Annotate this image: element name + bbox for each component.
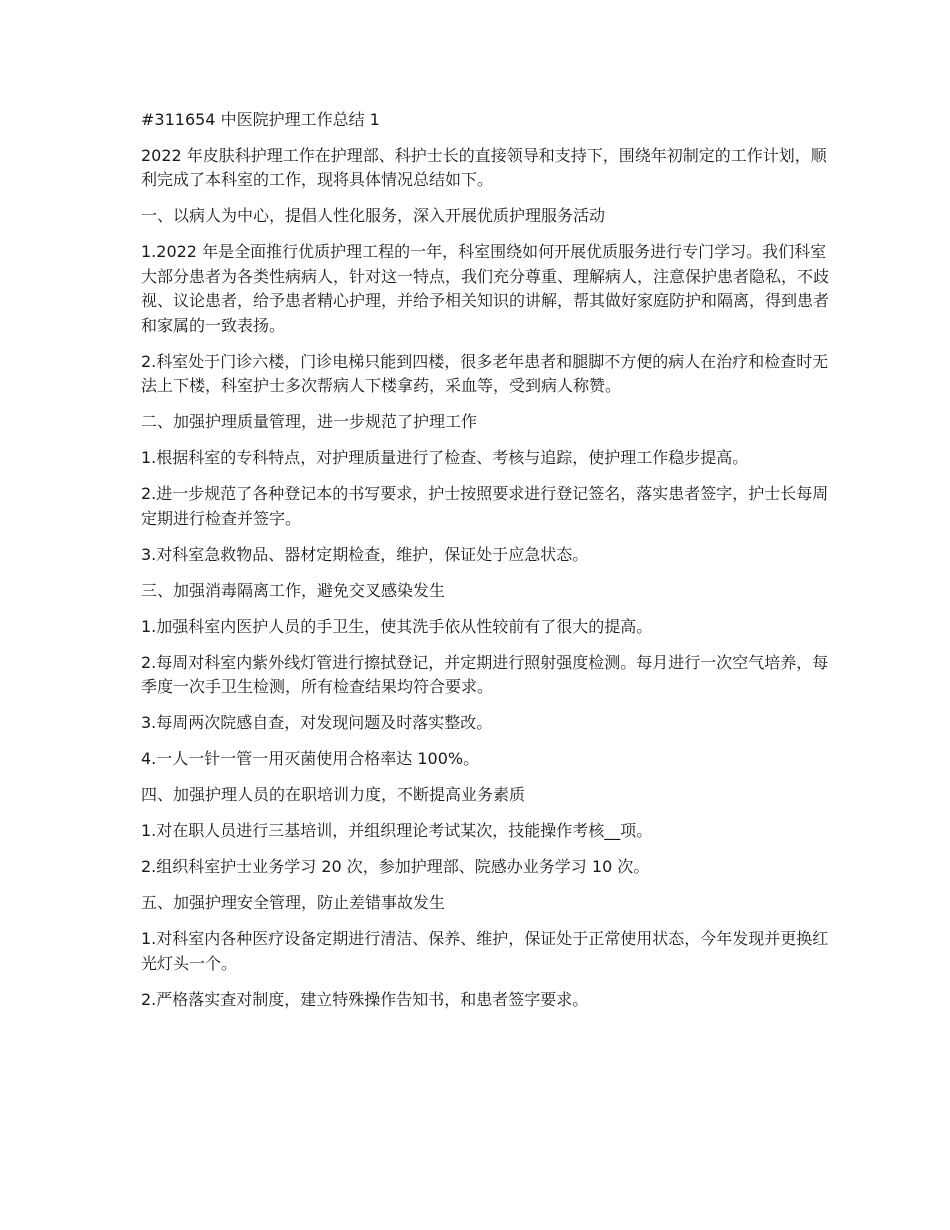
document-body [141,108,831,1024]
document-title: #311654 中医院护理工作总结 1 [141,110,380,129]
paragraph: 1.对在职人员进行三基培训，并组织理论考试某次，技能操作考核__项。 [141,821,653,840]
section-heading-5: 五、加强护理安全管理，防止差错事故发生 [141,893,446,912]
intro-paragraph: 2022 年皮肤科护理工作在护理部、科护士长的直接领导和支持下，围绕年初制定的工作计划，顺利完成了本科室的工作，现将具体情况总结如下。 [141,145,827,189]
section-heading-2: 二、加强护理质量管理，进一步规范了护理工作 [141,412,478,431]
paragraph: 2.每周对科室内紫外线灯管进行擦拭登记，并定期进行照射强度检测。每月进行一次空气培养，每季度一次手卫生检测，所有检查结果均符合要求。 [141,652,829,696]
paragraph: 2.科室处于门诊六楼，门诊电梯只能到四楼，很多老年患者和腿脚不方便的病人在治疗和检查时无法上下楼，科室护士多次帮病人下楼拿药，采血等，受到病人称赞。 [141,351,829,395]
paragraph: 1.2022 年是全面推行优质护理工程的一年，科室围绕如何开展优质服务进行专门学习。我们科室大部分患者为各类性病病人，针对这一特点，我们充分尊重、理解病人，注意保护患者隐私，不歧视、议论患者，给予患者精心护理，并给予相关知识的讲解，帮其做好家庭防护和隔离，得到患者和家属的一致表扬。 [141,242,830,335]
section-heading-3: 三、加强消毒隔离工作，避免交叉感染发生 [141,580,446,600]
paragraph: 2.组织科室护士业务学习 20 次，参加护理部、院感办业务学习 10 次。 [141,857,650,876]
paragraph: 2.进一步规范了各种登记本的书写要求，护士按照要求进行登记签名，落实患者签字，护士长每周定期进行检查并签字。 [141,484,829,528]
paragraph: 1.对科室内各种医疗设备定期进行清洁、保养、维护，保证处于正常使用状态，今年发现并更换红光灯头一个。 [141,929,829,973]
paragraph: 3.每周两次院感自查，对发现问题及时落实整改。 [141,713,493,732]
paragraph: 3.对科室急救物品、器材定期检查，维护，保证处于应急状态。 [141,544,589,564]
section-heading-4: 四、加强护理人员的在职培训力度，不断提高业务素质 [141,785,526,804]
paragraph: 1.根据科室的专科特点，对护理质量进行了检查、考核与追踪，使护理工作稳步提高。 [141,448,749,467]
paragraph: 4.一人一针一管一用灭菌使用合格率达 100%。 [141,749,480,768]
section-heading-1: 一、以病人为中心，提倡人性化服务，深入开展优质护理服务活动 [141,206,606,225]
paragraph: 1.加强科室内医护人员的手卫生，使其洗手依从性较前有了很大的提高。 [141,616,653,636]
paragraph: 2.严格落实查对制度，建立特殊操作告知书，和患者签字要求。 [141,989,589,1009]
